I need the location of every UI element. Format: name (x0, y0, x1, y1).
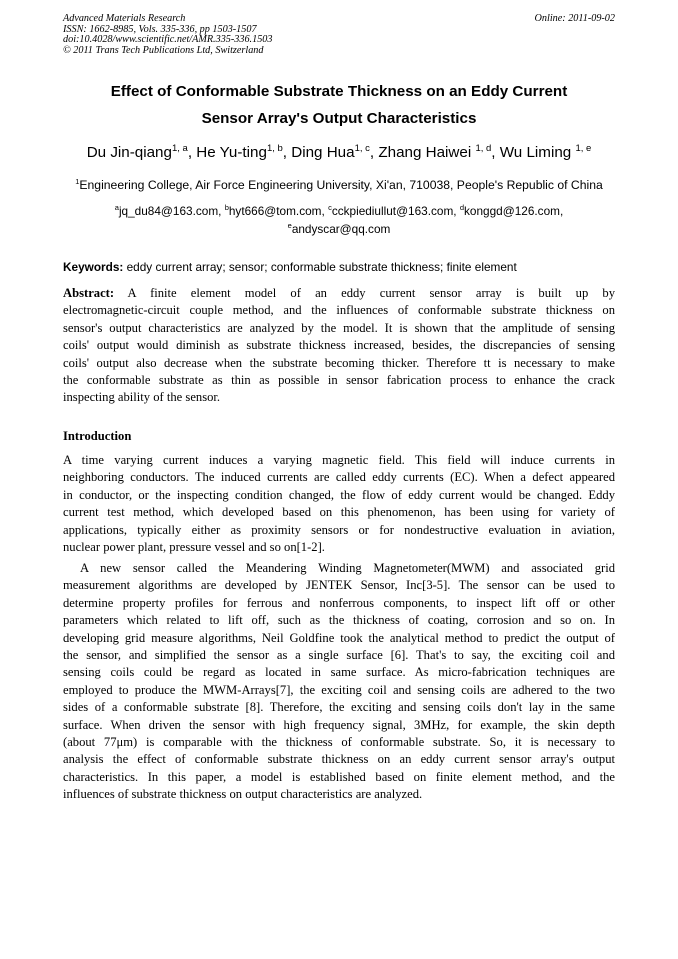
paragraph-line: surface. When driven the sensor with high frequency signal, 3MHz, for example, the skin depth (63, 717, 615, 732)
author-list (20, 144, 658, 161)
author-name: Wu Liming (499, 144, 576, 161)
paragraph-line: applications, typically either as proximity sensors or for nondestructive evaluation in aviation, (63, 522, 615, 537)
section-heading-introduction: Introduction (63, 429, 132, 443)
keywords-text: eddy current array; sensor; conformable substrate thickness; finite element (123, 260, 517, 274)
author-affiliation-mark: 1, e (575, 143, 592, 154)
email-mark: b (224, 203, 229, 212)
paper-title-line-2: Sensor Array's Output Characteristics (201, 110, 477, 127)
paragraph-line: employed to produce the MWM-Arrays[7], the exciting coil and sensing coils are adhered to the two (63, 682, 615, 697)
email-line-2 (30, 222, 648, 236)
paragraph-line: nuclear power plant, pressure vessel and so on[1-2]. (63, 539, 325, 554)
author-separator: , (187, 144, 197, 161)
introduction-paragraph-1 (63, 452, 615, 556)
journal-name: Advanced Materials Research (63, 13, 186, 24)
issn-line: ISSN: 1662-8985, Vols. 335-336, pp 1503-1507 (63, 23, 257, 35)
author-affiliation-mark: 1, a (171, 143, 188, 154)
paragraph-line: the sensor, and simplified the sensor as a single surface [6]. That's to say, the exciting coil and (63, 647, 615, 662)
journal-header (63, 14, 615, 56)
author-name: Zhang Haiwei (378, 144, 476, 161)
email-mark: d (459, 203, 465, 212)
keywords (63, 260, 615, 274)
affiliation-mark: 1 (75, 177, 80, 186)
email-address: hyt666@tom.com, (228, 204, 329, 218)
email-address: andyscar@qq.com (291, 222, 391, 236)
author-affiliation-mark: 1, b (266, 143, 283, 154)
author-name: Ding Hua (291, 144, 355, 161)
abstract-line: electromagnetic-circuit couple method, and the influences of conformable substrate thickness on (63, 303, 615, 318)
author-name: He Yu-ting (196, 144, 267, 161)
paragraph-line: sensing coils could be regard as located in same surface. As micro-fabrication techniques are (63, 665, 615, 680)
paragraph-line: A new sensor called the Meandering Winding Magnetometer(MWM) and associated grid (80, 561, 615, 575)
abstract-line: the conformable substrate as thin as possible in sensor fabrication process to enhance the crack (63, 372, 615, 387)
abstract (63, 285, 615, 407)
author-affiliation-mark: 1, c (354, 143, 370, 154)
abstract-line: inspecting ability of the sensor. (63, 390, 221, 405)
introduction-paragraph-2 (63, 560, 615, 803)
paragraph-line: neighboring conductors. The induced currents are called eddy currents (EC). When a defect appeared (63, 470, 615, 485)
paragraph-line: influences of substrate thickness on output characteristics are analyzed. (63, 787, 423, 802)
paragraph-line: determine property profiles for ferrous and nonferrous components, to inspect lift off or other (63, 595, 615, 610)
affiliation (30, 178, 648, 192)
abstract-line: Abstract: A finite element model of an eddy current sensor array is built up by (63, 286, 615, 300)
email-line-1 (30, 204, 648, 218)
doi-line: doi:10.4028/www.scientific.net/AMR.335-336.1503 (63, 34, 273, 46)
paragraph-line: parameters which related to lift off, such as the thickness of coating, corrosion and so on. In (63, 613, 615, 628)
paragraph-line: (about 77μm) is comparable with the thickness of conformable substrate. So, it is necessary to (63, 734, 615, 749)
keywords-label: Keywords: (63, 260, 124, 274)
author-separator: , (282, 144, 292, 161)
paragraph-line: characteristics. In this paper, a model is established based on finite element method, and the (63, 769, 615, 784)
paragraph-line: in conductor, or the inspecting condition changed, the flow of eddy current would be changed. Eddy (63, 487, 615, 502)
email-address: konggd@126.com, (464, 204, 564, 218)
abstract-label: Abstract: (63, 286, 115, 300)
email-address: jq_du84@163.com, (118, 204, 225, 218)
author-separator: , (491, 144, 500, 161)
paragraph-line: analysis the effect of conformable substrate thickness on an eddy current sensor array's output (63, 752, 615, 767)
paragraph-line: A time varying current induces a varying magnetic field. This field will induce currents in (63, 453, 615, 467)
abstract-line: coils' output also decrease when the substrate becoming thicker. Therefore tt is necessary to make (63, 355, 615, 370)
paragraph-line: current test method, which developed based on this phenomenon, has been using for variety of (63, 505, 615, 520)
email-mark: a (114, 203, 119, 212)
affiliation-text: Engineering College, Air Force Engineering University, Xi'an, 710038, People's Republic of China (79, 178, 603, 192)
author-separator: , (369, 144, 379, 161)
paragraph-line: sides of a conformable substrate [8]. Therefore, the exciting and sensing coils don't lay in the same (63, 700, 615, 715)
online-date: Online: 2011-09-02 (534, 13, 615, 24)
abstract-line: coils' output would diminish as substrate thickness increased, besides, the discrepancies of sensing (63, 338, 615, 353)
paper-title-line-1: Effect of Conformable Substrate Thickness on an Eddy Current (110, 83, 568, 100)
author-affiliation-mark: 1, d (475, 143, 492, 154)
author-name: Du Jin-qiang (86, 144, 172, 161)
email-mark: c (328, 203, 332, 212)
abstract-line: sensor's output characteristics are analyzed by the model. It is shown that the amplitude of sensing (63, 320, 615, 335)
copyright-line: © 2011 Trans Tech Publications Ltd, Switzerland (63, 44, 264, 56)
email-address: cckpiediullut@163.com, (331, 204, 460, 218)
paragraph-line: measurement algorithms are developed by JENTEK Sensor, Inc[3-5]. The sensor can be used to (63, 578, 615, 593)
email-mark: e (287, 221, 292, 230)
paragraph-line: developing grid measure algorithms, Neil Goldfine took the analytical method to predict the output of (63, 630, 615, 645)
